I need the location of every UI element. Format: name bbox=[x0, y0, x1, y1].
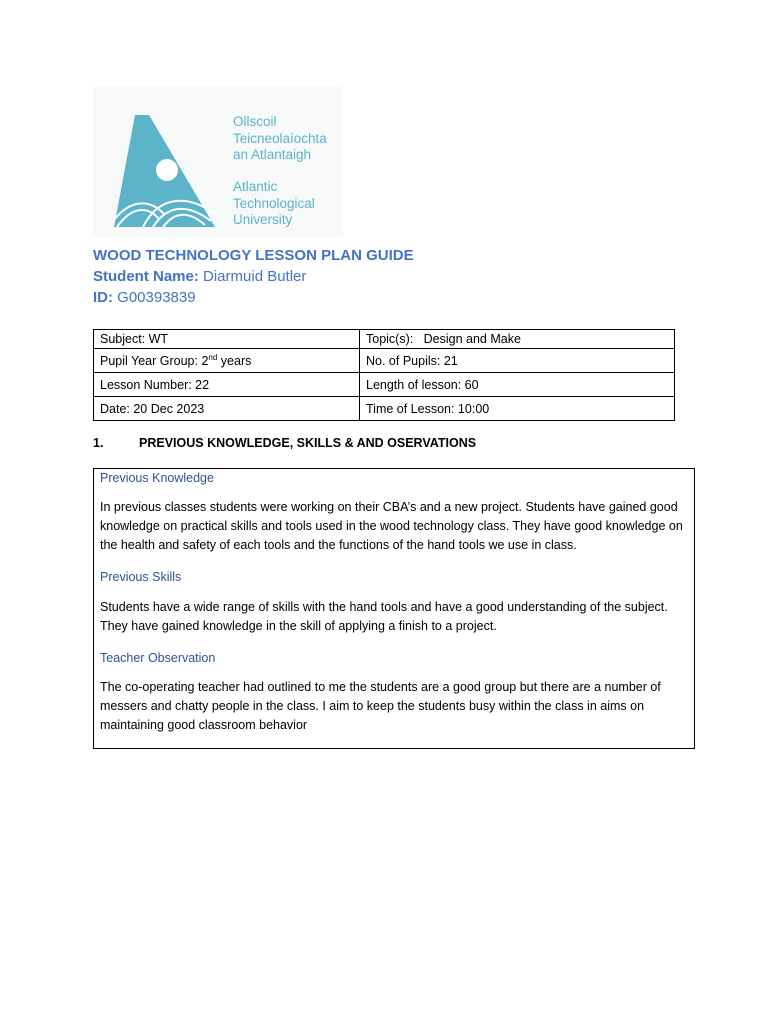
student-id-label: ID: bbox=[93, 289, 113, 306]
previous-skills-text: Students have a wide range of skills with the hand tools and have a good understanding of the subject. They have gained knowledge in the skill of applying a finish to a project. bbox=[100, 600, 668, 633]
lesson-length-cell: Length of lesson: 60 bbox=[360, 373, 675, 397]
lesson-time-cell: Time of Lesson: 10:00 bbox=[360, 397, 675, 421]
previous-knowledge-text: In previous classes students were working on their CBA’s and a new project. Students have gained good knowledge on practical skills and tools used in the wood technology class. They have good knowledge on the health and safety of each tools and the functions of the hand tools we use in class. bbox=[100, 500, 683, 552]
pupils-cell: No. of Pupils: 21 bbox=[360, 349, 675, 373]
date-cell: Date: 20 Dec 2023 bbox=[94, 397, 360, 421]
table-row bbox=[94, 349, 675, 373]
previous-knowledge-box bbox=[93, 468, 695, 749]
student-id-value: G00393839 bbox=[117, 289, 196, 306]
student-id-line bbox=[93, 288, 196, 308]
university-logo bbox=[93, 87, 343, 237]
student-name-value: Diarmuid Butler bbox=[203, 268, 307, 285]
previous-skills-heading: Previous Skills bbox=[100, 570, 182, 584]
student-name-label: Student Name: bbox=[93, 268, 199, 285]
teacher-observation-text: The co-operating teacher had outlined to me the students are a good group but there are a number of messers and chatty people in the class. I aim to keep the students busy within the class in aims on maintaining good classroom behavior bbox=[100, 680, 661, 732]
subject-cell: Subject: WT bbox=[94, 330, 360, 349]
table-row bbox=[94, 397, 675, 421]
section-heading bbox=[93, 436, 476, 450]
teacher-observation-heading: Teacher Observation bbox=[100, 651, 216, 665]
year-group-cell: Pupil Year Group: 2nd years bbox=[94, 349, 360, 373]
lesson-number-cell: Lesson Number: 22 bbox=[94, 373, 360, 397]
atu-emblem-icon bbox=[107, 113, 222, 231]
previous-knowledge-heading: Previous Knowledge bbox=[100, 471, 214, 485]
logo-text-english: Atlantic Technological University bbox=[233, 179, 315, 227]
lesson-info-table bbox=[93, 329, 675, 421]
document-title: WOOD TECHNOLOGY LESSON PLAN GUIDE bbox=[93, 247, 414, 264]
table-row bbox=[94, 330, 675, 349]
topic-cell: Topic(s): Design and Make bbox=[360, 330, 675, 349]
student-name-line bbox=[93, 267, 306, 287]
table-row bbox=[94, 373, 675, 397]
logo-text-irish: Ollscoil Teicneolaíochta an Atlantaigh bbox=[233, 114, 327, 162]
section-number: 1. bbox=[93, 436, 104, 450]
section-title-text: PREVIOUS KNOWLEDGE, SKILLS & AND OSERVATIONS bbox=[139, 436, 477, 450]
